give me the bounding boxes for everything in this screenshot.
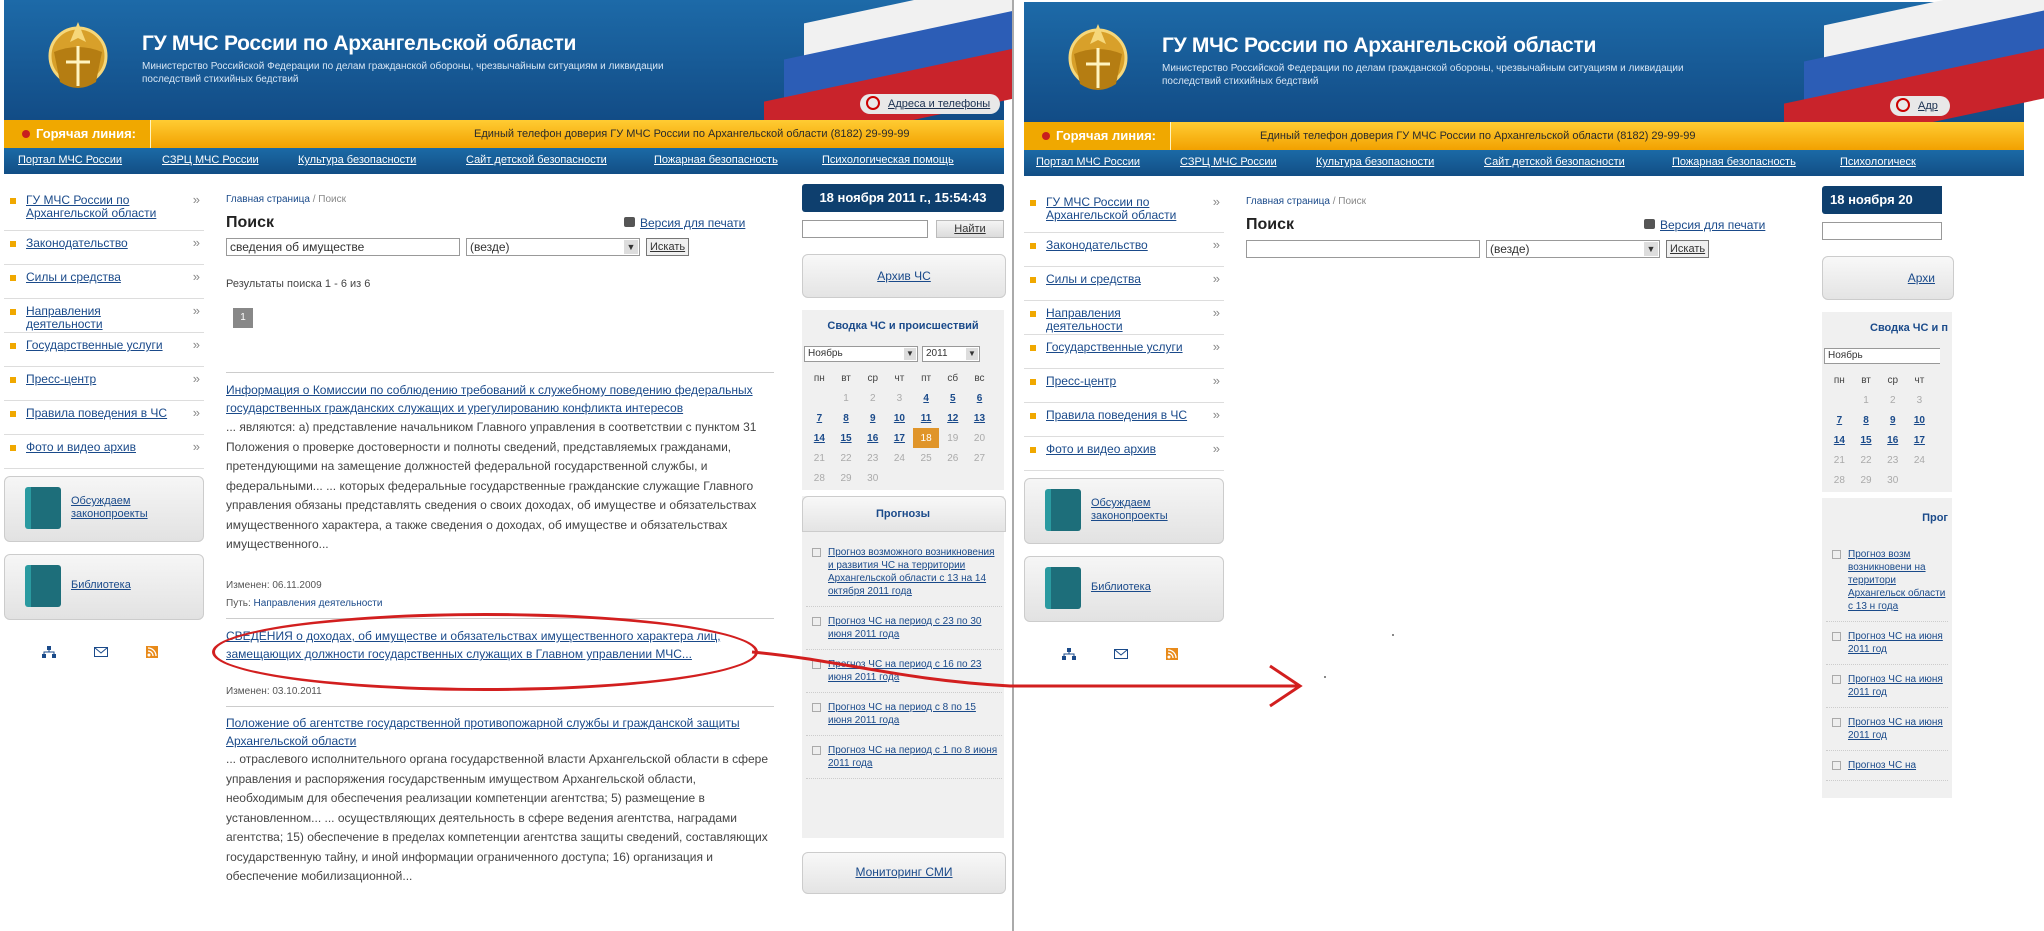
emblem-icon: [1060, 14, 1136, 104]
weekday: вс: [974, 372, 985, 384]
chevron-right-icon: »: [192, 303, 200, 318]
calendar-day: 2: [1889, 394, 1896, 406]
top-nav: [4, 148, 1004, 174]
topnav-link[interactable]: Пожарная безопасность: [1672, 156, 1796, 168]
calendar: [1826, 370, 1933, 490]
sidebar: [1024, 190, 1224, 471]
sitemap-icon[interactable]: [1062, 648, 1076, 660]
sitemap-icon[interactable]: [42, 646, 56, 658]
sidebar-item[interactable]: Фото и видео архив »: [1024, 437, 1224, 471]
sidebar-item[interactable]: Силы и средства »: [4, 265, 204, 299]
doc-icon: [812, 548, 821, 557]
book-icon: [25, 487, 61, 529]
breadcrumb: Главная страница / Поиск: [226, 194, 347, 205]
chevron-right-icon: »: [192, 337, 200, 352]
calendar-day: 21: [813, 452, 825, 464]
chevron-right-icon: »: [1212, 373, 1220, 388]
site-title: ГУ МЧС России по Архангельской области: [142, 32, 577, 55]
sidebar-item[interactable]: Законодательство »: [4, 231, 204, 265]
topnav-link[interactable]: Сайт детской безопасности: [1484, 156, 1625, 168]
doc-icon: [812, 703, 821, 712]
calendar-day: 23: [867, 452, 879, 464]
hotline-label: Горячая линия:: [1056, 128, 1157, 143]
forecast-link[interactable]: Прогноз возможного возникновения и развития ЧС на территории Архангельской области с 13 на 14 октября 2011 года: [806, 546, 1002, 607]
find-button[interactable]: Найти: [936, 220, 1004, 238]
discuss-bills-card[interactable]: Обсуждаем законопроекты: [4, 476, 204, 542]
calendar-day: 19: [947, 432, 959, 444]
calendar-day: 21: [1833, 454, 1845, 466]
weekday: чт: [1914, 374, 1925, 386]
rss-icon[interactable]: [1166, 648, 1180, 660]
chevron-right-icon: »: [1212, 441, 1220, 456]
sidebar-item[interactable]: Правила поведения в ЧС »: [4, 401, 204, 435]
result-path-link[interactable]: Направления деятельности: [253, 598, 383, 609]
sidebar-item[interactable]: Государственные услуги »: [1024, 335, 1224, 369]
chevron-right-icon: »: [192, 235, 200, 250]
doc-icon: [1832, 632, 1841, 641]
result-snippet: ... отраслевого исполнительного органа государственной власти Архангельской области в сфере управления и распоряжения государственным имуществом Архангельской области, необходимым для обеспечения реализации компетенции агентства; 5) размещение в установленном... ... осуществляющих деятельность в сфере ведения агентства, наградами агентства; 15) обеспечение в пределах компетенции агентства защиты сведений, составляющих государственную тайну, и иной информации ограниченного доступа; 16) организация и обеспечение мобилизационной...: [226, 752, 769, 883]
stray-pixel: [1324, 676, 1326, 678]
bullet-icon: [1030, 200, 1036, 206]
calendar-day-link[interactable]: 17: [1913, 434, 1925, 446]
forecast-link[interactable]: Прогноз ЧС на июня 2011 год: [1826, 716, 1948, 751]
mail-icon[interactable]: [1114, 648, 1128, 660]
stray-pixel: [1392, 634, 1394, 636]
bullet-icon: [22, 130, 30, 138]
weekday: пн: [1833, 374, 1845, 386]
hotline-text: Единый телефон доверия ГУ МЧС России по Архангельской области (8182) 29-99-99: [1260, 130, 1696, 142]
forecast-link[interactable]: Прогноз ЧС на: [1826, 759, 1948, 781]
right-screenshot: [1020, 0, 1948, 931]
chevron-down-icon: ▼: [966, 348, 978, 360]
bullet-icon: [1030, 243, 1036, 249]
calendar-day-link[interactable]: 13: [973, 412, 986, 424]
result-title-link[interactable]: Положение об агентстве государственной противопожарной службы и гражданской защиты Архангельской области: [226, 716, 740, 748]
doc-icon: [1832, 550, 1841, 559]
bullet-icon: [10, 411, 16, 417]
print-version-link[interactable]: Версия для печати: [640, 216, 745, 230]
calendar-day-link[interactable]: 10: [1913, 414, 1925, 426]
sidebar-item[interactable]: Государственные услуги »: [4, 333, 204, 367]
date-time: 18 ноября 2011 г., 15:54:43: [802, 184, 1004, 212]
site-header: [1024, 2, 2024, 122]
forecast-heading: Прогнозы: [875, 508, 930, 520]
weekday: чт: [894, 372, 905, 384]
calendar-day: [1906, 470, 1933, 490]
bullet-icon: [10, 445, 16, 451]
weekday: сб: [947, 372, 959, 384]
calendar-day-link[interactable]: 16: [1887, 434, 1899, 446]
calendar-day-link[interactable]: 7: [816, 412, 823, 424]
calendar-day-link[interactable]: 9: [1889, 414, 1896, 426]
sidebar-item[interactable]: Направления деятельности »: [4, 299, 204, 333]
printer-icon: [1644, 219, 1655, 229]
calendar-day-link[interactable]: 10: [893, 412, 905, 424]
search-input[interactable]: сведения об имуществе: [226, 238, 460, 256]
monitoring-box[interactable]: [802, 852, 1006, 894]
bullet-icon: [1030, 277, 1036, 283]
topnav-link[interactable]: СЗРЦ МЧС России: [162, 154, 259, 166]
calendar-day-link[interactable]: 6: [976, 392, 983, 404]
sidebar-item[interactable]: Пресс-центр »: [1024, 369, 1224, 403]
calendar-day: 29: [1860, 474, 1872, 486]
topnav-link[interactable]: Пожарная безопасность: [654, 154, 778, 166]
chevron-right-icon: »: [192, 192, 200, 207]
month-select[interactable]: Ноябрь ▼: [804, 346, 918, 362]
forecast-link[interactable]: Прогноз ЧС на период с 1 по 8 июня 2011 года: [806, 744, 1002, 779]
calendar-day: 22: [1860, 454, 1872, 466]
calendar-day: 23: [1887, 454, 1899, 466]
chevron-right-icon: »: [1212, 305, 1220, 320]
bullet-icon: [10, 309, 16, 315]
calendar-day: 20: [973, 432, 986, 444]
calendar-day: 3: [896, 392, 903, 404]
result-title-link[interactable]: СВЕДЕНИЯ о доходах, об имуществе и обязательствах имущественного характера лиц, замещающих должности государственных служащих в Главном управлении МЧС...: [226, 629, 721, 661]
site-subtitle: Министерство Российской Федерации по делам гражданской обороны, чрезвычайным ситуациям и ликвидации последствий стихийных бедствий: [142, 61, 664, 85]
sidebar-item[interactable]: Направления деятельности »: [1024, 301, 1224, 335]
topnav-link[interactable]: Портал МЧС России: [1036, 156, 1141, 168]
weekday: ср: [867, 372, 878, 384]
search-button[interactable]: Искать: [1666, 240, 1709, 258]
annotation-circle: [212, 613, 758, 691]
forecast-link[interactable]: Прогноз возм возникновени на территори Архангельск области с 13 н года: [1826, 548, 1948, 622]
chevron-down-icon: ▼: [904, 348, 916, 360]
breadcrumb-home-link[interactable]: Главная страница: [1246, 196, 1330, 207]
calendar-day-link[interactable]: 7: [1836, 414, 1843, 426]
results-count: Результаты поиска 1 - 6 из 6: [226, 278, 371, 290]
doc-icon: [812, 746, 821, 755]
topnav-link[interactable]: СЗРЦ МЧС России: [1180, 156, 1277, 168]
calendar-day-link[interactable]: 14: [1833, 434, 1845, 446]
calendar-day: 30: [867, 472, 879, 484]
archive-link[interactable]: Архив ЧС: [877, 269, 931, 283]
weekday: ср: [1887, 374, 1898, 386]
search-button[interactable]: Искать: [646, 238, 689, 256]
topnav-link[interactable]: Психологическая помощь: [822, 154, 954, 166]
monitoring-link[interactable]: Мониторинг СМИ: [855, 865, 953, 879]
address-phones-button[interactable]: Адреса и телефоны: [860, 94, 1000, 114]
month-select[interactable]: Ноябрь: [1824, 348, 1940, 364]
result-title-link[interactable]: Информация о Комиссии по соблюдению требований к служебному поведению федеральных государственных гражданских служащих и урегулированию конфликта интересов: [226, 383, 753, 415]
search-input[interactable]: [1246, 240, 1480, 258]
left-screenshot: [0, 0, 1012, 931]
chevron-right-icon: »: [1212, 194, 1220, 209]
divider: [1012, 0, 1020, 931]
site-subtitle: Министерство Российской Федерации по делам гражданской обороны, чрезвычайным ситуациям и ликвидации последствий стихийных бедствий: [1162, 63, 1684, 87]
calendar-day-link[interactable]: 15: [840, 432, 852, 444]
topnav-link[interactable]: Сайт детской безопасности: [466, 154, 607, 166]
calendar-day-link[interactable]: 9: [869, 412, 876, 424]
calendar-day: 28: [1833, 474, 1845, 486]
calendar-day: 24: [893, 452, 905, 464]
divider: [226, 372, 774, 373]
calendar-day: 28: [813, 472, 825, 484]
calendar-day: [886, 468, 913, 488]
site-search-input[interactable]: [802, 220, 928, 238]
calendar: [806, 368, 993, 488]
result-modified: Изменен: 03.10.2011: [226, 686, 322, 697]
hotline-label: Горячая линия:: [36, 126, 137, 141]
bullet-icon: [10, 198, 16, 204]
hotline-bar: [1024, 122, 2024, 150]
calendar-day-link[interactable]: 11: [920, 412, 932, 424]
page-title: Поиск: [1246, 216, 1295, 233]
chevron-right-icon: »: [1212, 407, 1220, 422]
topnav-link[interactable]: Культура безопасности: [1316, 156, 1435, 168]
chevron-right-icon: »: [1212, 339, 1220, 354]
result-snippet: ... являются: а) представление начальником Главного управления в соответствии с пунктом 31 Положения о проверке достоверности и полноты сведений, представляемых гражданами, претендующими на замещение должностей федеральной государственной службы, и федеральными... ... которых федеральные государственные гражданские служащие Главного управления обязаны представлять сведения о своих доходах, об имуществе и обязательствах имущественного характера, а также сведения о доходах, об имуществе и обязательствах имущественного...: [226, 420, 757, 551]
forecast-link[interactable]: Прогноз ЧС на период с 16 по 23 июня 2011 года: [806, 658, 1002, 693]
calendar-day: 22: [840, 452, 852, 464]
calendar-day-link[interactable]: 16: [867, 432, 879, 444]
forecast-link[interactable]: Прогноз ЧС на период с 23 по 30 июня 2011 года: [806, 615, 1002, 650]
doc-icon: [812, 660, 821, 669]
phone-icon: [1896, 98, 1910, 112]
chevron-right-icon: »: [192, 269, 200, 284]
scope-select[interactable]: (везде) ▼: [1486, 240, 1660, 258]
hotline-bar: [4, 120, 1004, 148]
calendar-day-link[interactable]: 8: [1863, 414, 1869, 426]
weekday: пт: [921, 372, 932, 384]
weekday: вт: [841, 372, 851, 384]
calendar-day-link[interactable]: 5: [950, 392, 956, 404]
doc-icon: [1832, 675, 1841, 684]
page-number[interactable]: 1: [233, 308, 253, 328]
calendar-today[interactable]: 18: [913, 428, 940, 448]
sidebar-item[interactable]: Силы и средства »: [1024, 267, 1224, 301]
address-phones-button[interactable]: Адр: [1890, 96, 1950, 116]
chevron-right-icon: »: [192, 439, 200, 454]
calendar-day: 1: [843, 392, 849, 404]
bullet-icon: [10, 377, 16, 383]
forecast-list: [1826, 548, 1948, 789]
phone-icon: [866, 96, 880, 110]
book-icon: [1045, 489, 1081, 531]
calendar-day-link[interactable]: 12: [947, 412, 959, 424]
year-select[interactable]: 2011 ▼: [922, 346, 980, 362]
site-header: [4, 0, 1004, 120]
calendar-day: 29: [840, 472, 852, 484]
calendar-day-link[interactable]: 14: [813, 432, 825, 444]
date-time: 18 ноября 20: [1822, 186, 1942, 214]
bullet-icon: [1030, 413, 1036, 419]
archive-box[interactable]: [1822, 256, 1954, 300]
bullet-icon: [10, 241, 16, 247]
forecast-link[interactable]: Прогноз ЧС на июня 2011 год: [1826, 630, 1948, 665]
library-card[interactable]: Библиотека: [4, 554, 204, 620]
calendar-day: [1826, 390, 1853, 410]
summary-heading: Сводка ЧС и п: [1870, 322, 1948, 334]
library-card[interactable]: Библиотека: [1024, 556, 1224, 622]
bullet-icon: [1030, 447, 1036, 453]
rss-icon[interactable]: [146, 646, 160, 658]
sidebar-item[interactable]: Правила поведения в ЧС »: [1024, 403, 1224, 437]
doc-icon: [1832, 718, 1841, 727]
calendar-day-link[interactable]: 4: [923, 392, 929, 404]
bullet-icon: [1030, 379, 1036, 385]
breadcrumb-home-link[interactable]: Главная страница: [226, 194, 310, 205]
breadcrumb: Главная страница / Поиск: [1246, 196, 1367, 207]
calendar-day: [966, 468, 993, 488]
divider: [226, 706, 774, 707]
calendar-day: 30: [1887, 474, 1899, 486]
archive-box[interactable]: [802, 254, 1006, 298]
chevron-right-icon: »: [192, 405, 200, 420]
site-title: ГУ МЧС России по Архангельской области: [1162, 34, 1597, 57]
calendar-day: [913, 468, 940, 488]
calendar-day: 27: [973, 452, 986, 464]
chevron-down-icon: ▼: [1644, 242, 1658, 256]
topnav-link[interactable]: Портал МЧС России: [18, 154, 123, 166]
calendar-day: 24: [1913, 454, 1925, 466]
top-nav: [1024, 150, 2024, 176]
doc-icon: [1832, 761, 1841, 770]
archive-link[interactable]: Архи: [1907, 271, 1935, 285]
calendar-day: 25: [920, 452, 932, 464]
bullet-icon: [1030, 345, 1036, 351]
topnav-link[interactable]: Психологическ: [1840, 156, 1916, 168]
sidebar-item[interactable]: ГУ МЧС России по Архангельской области »: [4, 188, 204, 231]
calendar-day: 1: [1863, 394, 1869, 406]
forecast-link[interactable]: Прогноз ЧС на июня 2011 год: [1826, 673, 1948, 708]
calendar-day: [939, 468, 966, 488]
sidebar-item[interactable]: Фото и видео архив »: [4, 435, 204, 469]
print-version-link[interactable]: Версия для печати: [1660, 218, 1765, 232]
discuss-bills-card[interactable]: Обсуждаем законопроекты: [1024, 478, 1224, 544]
topnav-link[interactable]: Культура безопасности: [298, 154, 417, 166]
chevron-right-icon: »: [192, 371, 200, 386]
forecast-link[interactable]: Прогноз ЧС на период с 8 по 15 июня 2011 года: [806, 701, 1002, 736]
page-title: Поиск: [226, 214, 275, 231]
doc-icon: [812, 617, 821, 626]
summary-heading: Сводка ЧС и происшествий: [827, 320, 979, 332]
result-modified: Изменен: 06.11.2009: [226, 580, 322, 591]
bullet-icon: [1042, 132, 1050, 140]
printer-icon: [624, 217, 635, 227]
forecast-heading: Прог: [1922, 512, 1948, 524]
calendar-day: 26: [947, 452, 959, 464]
calendar-day-link[interactable]: 17: [893, 432, 905, 444]
calendar-day: 2: [869, 392, 876, 404]
bullet-icon: [10, 275, 16, 281]
chevron-right-icon: »: [1212, 271, 1220, 286]
book-icon: [1045, 567, 1081, 609]
emblem-icon: [40, 12, 116, 102]
calendar-day-link[interactable]: 8: [843, 412, 849, 424]
site-search-input[interactable]: [1822, 222, 1942, 240]
calendar-day-link[interactable]: 15: [1860, 434, 1872, 446]
chevron-right-icon: »: [1212, 237, 1220, 252]
chevron-down-icon: ▼: [624, 240, 638, 254]
bullet-icon: [1030, 311, 1036, 317]
weekday: вт: [1861, 374, 1871, 386]
book-icon: [25, 565, 61, 607]
calendar-day: [806, 388, 833, 408]
result-path: Путь: Направления деятельности: [226, 598, 383, 609]
bullet-icon: [10, 343, 16, 349]
weekday: пн: [813, 372, 825, 384]
calendar-day: 3: [1916, 394, 1923, 406]
forecast-list: [806, 546, 1002, 787]
sidebar-item[interactable]: Законодательство »: [1024, 233, 1224, 267]
sidebar-item[interactable]: Пресс-центр »: [4, 367, 204, 401]
hotline-text: Единый телефон доверия ГУ МЧС России по Архангельской области (8182) 29-99-99: [474, 128, 910, 140]
sidebar: [4, 188, 204, 469]
mail-icon[interactable]: [94, 646, 108, 658]
sidebar-item[interactable]: ГУ МЧС России по Архангельской области »: [1024, 190, 1224, 233]
scope-select[interactable]: (везде) ▼: [466, 238, 640, 256]
